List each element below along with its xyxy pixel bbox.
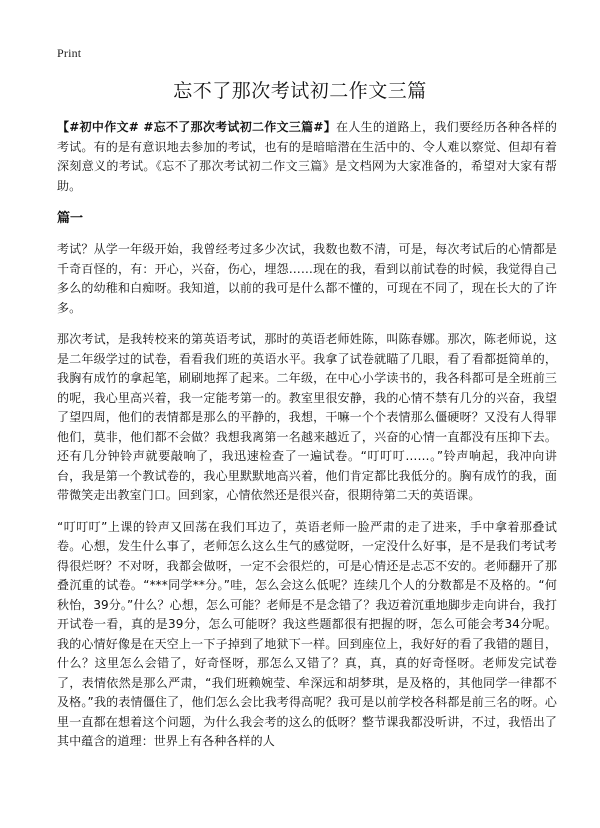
intro-tags: 【#初中作文# #忘不了那次考试初二作文三篇#】: [57, 120, 337, 134]
intro-text: 在人生的道路上，我们要经历各种各样的考试。有的是有意识地去参加的考试，也有的是暗暗潜在生活中的、令人难以察觉、但却有着深刻意义的考试。《忘不了那次考试初二作文三篇》是文档网为大家准备的，希望对大家有帮助。: [57, 120, 557, 193]
body-paragraph-1: 考试？从学一年级开始，我曾经考过多少次试，我数也数不清，可是，每次考试后的心情都是千奇百怪的，有：开心，兴奋，伤心，埋怨……现在的我，看到以前试卷的时候，我觉得自己多么的幼稚和白痴呀。我知道，以前的我可是什么都不懂的，可现在不同了，现在长大的了许多。: [57, 242, 557, 315]
article-body: [57, 118, 557, 764]
section-heading: 篇一: [57, 211, 84, 226]
body-paragraph-3: “叮叮叮”上课的铃声又回荡在我们耳边了，英语老师一脸严肃的走了进来，手中拿着那叠试卷。心想，发生什么事了，老师怎么这么生气的感觉呀，一定没什么好事，是不是我们考试考得很烂呀？不对呀，我都会做呀，一定不会很烂的，可是心情还是忐忑不安的。老师翻开了那叠沉重的试卷。“***同学**分。”哇，怎么会这么低呢？连续几个人的分数都是不及格的。“何秋怡，39分。”什么？心想，怎么可能？老师是不是念错了？我迈着沉重地脚步走向讲台，我打开试卷一看，真的是39分，怎么可能呀？我这些题都很有把握的呀，怎么可能会考34分呢。我的心情好像是在天空上一下子掉到了地狱下一样。回到座位上，我好好的看了我错的题目，什么？这里怎么会错了，好奇怪呀，那怎么又错了？真，真，真的好奇怪呀。老师发完试卷了，表情依然是那么严肃，“我们班赖婉莹、牟深远和胡梦琪，是及格的，其他同学一律都不及格。”我的表情僵住了，他们怎么会比我考得高呢？我可是以前学校各科都是前三名的呀。心里一直都在想着这个问题，为什么我会考的这么的低呀？整节课我都没听讲，不过，我悟出了其中蕴含的道理：世界上有各种各样的人: [57, 519, 557, 748]
print-link[interactable]: Print: [57, 46, 82, 60]
intro-paragraph: [57, 118, 557, 196]
body-paragraph-2: 那次考试，是我转校来的第英语考试，那时的英语老师姓陈，叫陈春娜。那次，陈老师说，这是二年级学过的试卷，看看我们班的英语水平。我拿了试卷就瞄了几眼，看了看都挺简单的，我胸有成竹的拿起笔，刷刷地挥了起来。二年级，在中心小学读书的，我各科都可是全班前三的呢，我心里高兴着，我一定能考第一的。教室里很安静，我的心情不禁有几分的兴奋，我望了望四周，他们的表情都是那么的平静的，我想，干嘛一个个表情那么僵硬呀？又没有人得罪他们，莫非，他们都不会做？我想我离第一名越来越近了，兴奋的心情一直都没有压抑下去。还有几分钟铃声就要敲响了，我迅速检查了一遍试卷。“叮叮叮……。”铃声响起，我冲向讲台，我是第一个教试卷的，我心里默默地高兴着，他们肯定都比我低分的。胸有成竹的我，面带微笑走出教室门口。回到家，心情依然还是很兴奋，很期待第二天的英语课。: [57, 332, 557, 502]
article-title: 忘不了那次考试初二作文三篇: [173, 80, 427, 102]
